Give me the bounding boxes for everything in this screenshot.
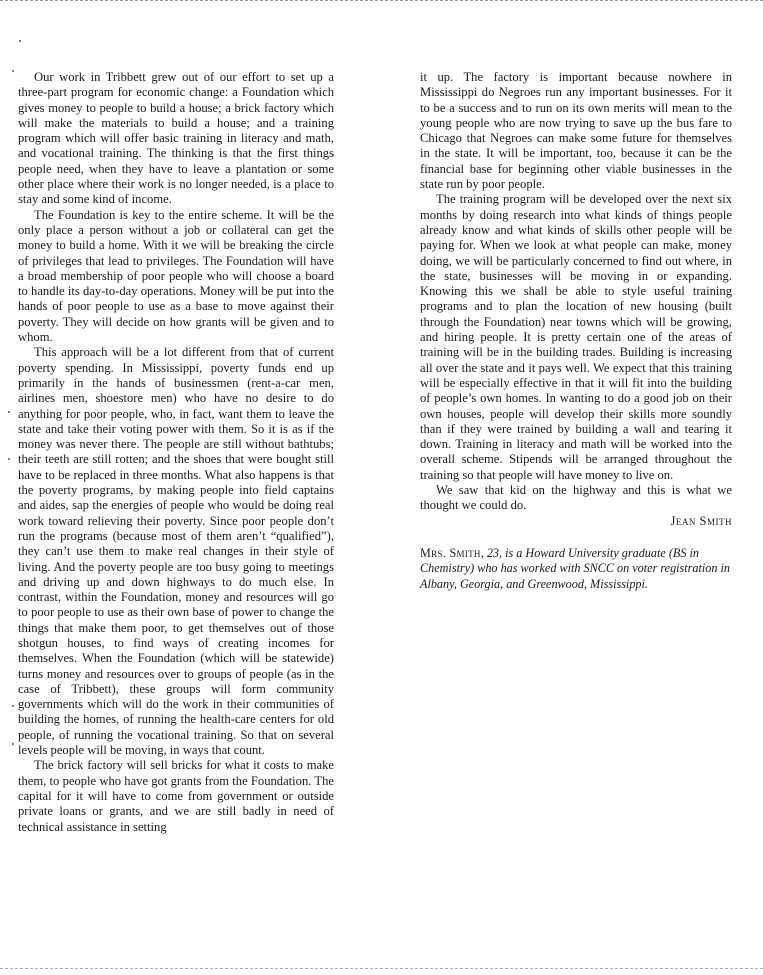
left-column <box>18 70 334 835</box>
paragraph: it up. The factory is important because nowhere in Mississippi do Negroes run any important businesses. For it to be a success and to run on its own merits will mean to the young people who are now trying to save up the bus fare to Chicago that Negroes can make some future for themselves in the state. It will be important, too, because it can be the financial base for beginning other viable businesses in the state run by poor people. <box>420 70 732 192</box>
paragraph: The training program will be developed over the next six months by doing research into what kinds of things people already know and what kinds of skills other people will be paying for. When we look at what people can make, money doing, we will be particularly concerned to find out where, in the state, businesses will be moving in or expanding. Knowing this we shall be able to style useful training programs and to plan the location of new housing (built through the Foundation) near towns which will be growing, and hiring people. It is pretty certain one of the areas of training will be in the building trades. Building is increasing all over the state and it pays well. We expect that this training will be especially effective in that it will fit into the building of people’s own homes. In wanting to do a good job on their own houses, people will develop their skills more soundly than if they were trained by building a wall and tearing it down. Training in literacy and math will be worked into the overall scheme. Stipends will be arranged throughout the training so that people will have money to live on. <box>420 192 732 482</box>
scan-speck <box>12 70 14 72</box>
paragraph: The brick factory will sell bricks for what it costs to make them, to people who have got grants from the Foundation. The capital for it will have to come from government or outside private loans or grants, and we are still badly in need of technical assistance in setting <box>18 758 334 834</box>
author-signature: Jean Smith <box>670 513 732 528</box>
signoff-row <box>420 514 732 529</box>
scan-speck <box>12 705 14 707</box>
scan-speck <box>8 458 10 460</box>
page-top-edge <box>0 0 763 1</box>
bio-text: , 23, is a Howard University graduate (BS in Chemistry) who has worked with SNCC on voter registration in Albany, Georgia, and Greenwood, Mississippi. <box>420 545 730 591</box>
author-bio <box>420 546 732 592</box>
bio-name: Mrs. Smith <box>420 545 481 560</box>
scan-speck <box>19 40 21 42</box>
closing-paragraph <box>420 483 732 514</box>
scan-speck <box>8 411 10 413</box>
right-column <box>420 70 732 592</box>
scan-speck <box>12 743 14 745</box>
paragraph: This approach will be a lot different from that of current poverty spending. In Mississippi, poverty funds end up primarily in the hands of businessmen (rent-a-car men, airlines men, shoestore men) who have no desire to do anything for poor people, who, in fact, want them to leave the state and take their voting power with them. So it is as if the money was never there. The people are still without bathtubs; their teeth are still rotten; and the shoes that were bought still have to be replaced in three months. What also happens is that the poverty programs, by making people into field captains and aides, sap the energies of people who would be doing real work toward relieving their poverty. Since poor people don’t run the programs (because most of them aren’t “qualified”), they can’t use them to make real changes in their style of living. And the poverty people are too busy going to meetings and driving up and down highways to do much else. In contrast, within the Foundation, money and resources will go to poor people to use as their own base of power to change the things that make them poor, to get themselves out of those shotgun houses, to find ways of creating incomes for themselves. When the Foundation (which will be statewide) turns money and resources over to groups of people (as in the case of Tribbett), these groups will form community governments which will do the work in their communities of building the homes, of running the health-care centers for old people, of running the vocational training. So that on several levels people will be moving, in ways that count. <box>18 345 334 758</box>
paragraph: Our work in Tribbett grew out of our effort to set up a three-part program for economic change: a Foundation which gives money to people to build a house; a brick factory which will make the materials to build a house; and a training program which will offer basic training in literacy and math, and vocational training. The thinking is that the first things people need, when they have to leave a plantation or some other place where their work is no longer needed, is a place to stay and some kind of income. <box>18 70 334 207</box>
page-bottom-edge <box>0 968 763 969</box>
paragraph: The Foundation is key to the entire scheme. It will be the only place a person without a job or collateral can get the money to build a home. With it we will be breaking the circle of privileges that lead to privileges. The Foundation will have a broad membership of poor people who will choose a board to handle its day-to-day operations. Money will be put into the hands of poor people to use as a base to move against their poverty. They will decide on how grants will be given and to whom. <box>18 207 334 345</box>
closing-line: We saw that kid on the highway and this is what we thought we could do. <box>420 483 732 513</box>
